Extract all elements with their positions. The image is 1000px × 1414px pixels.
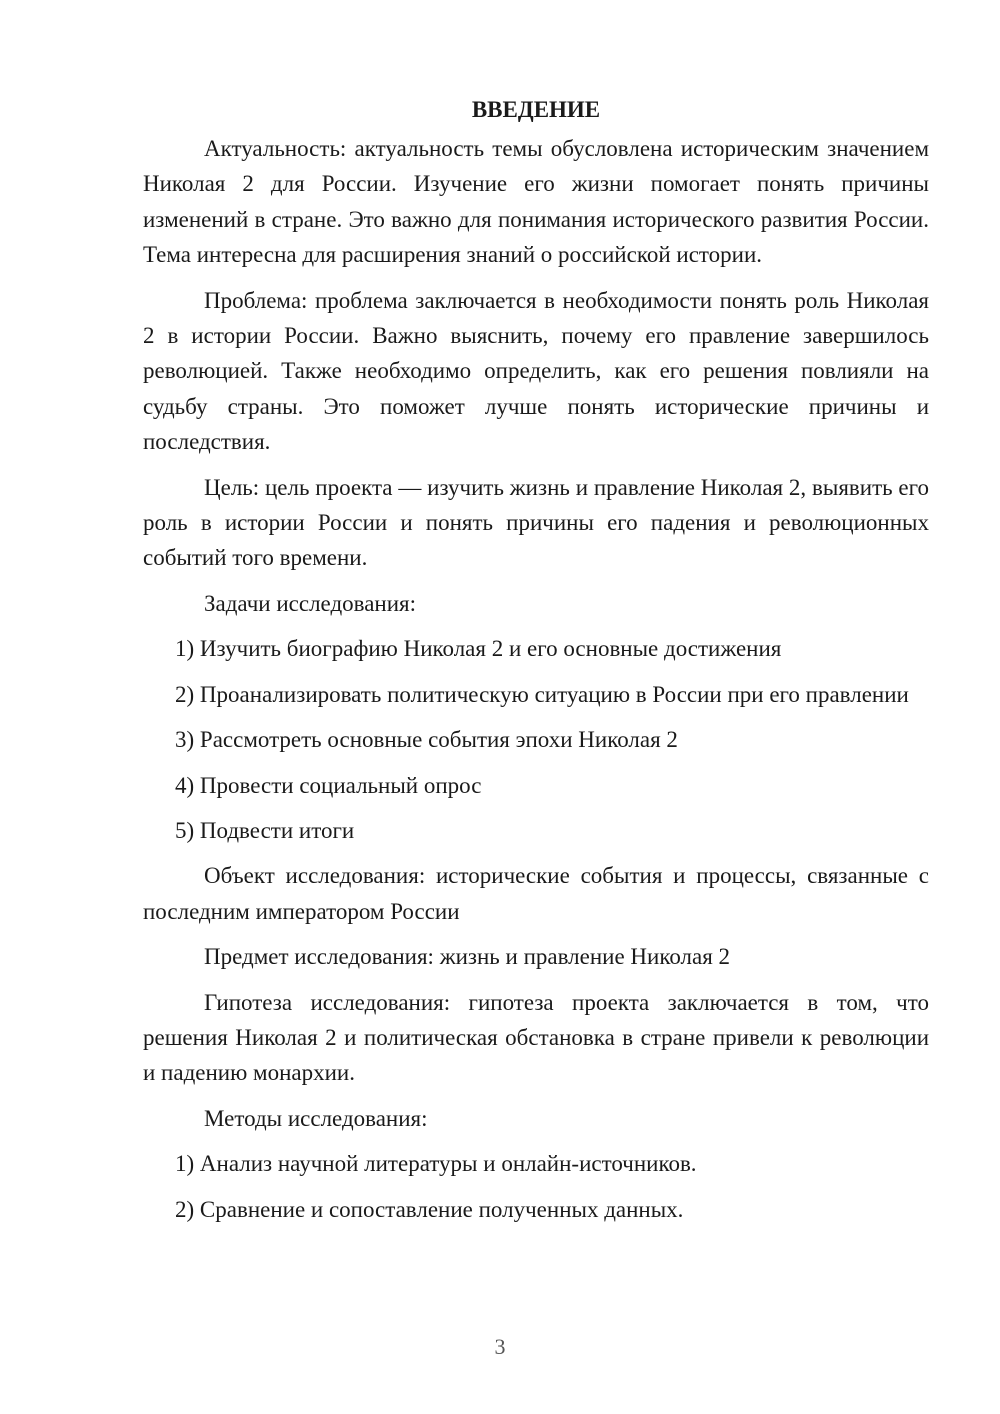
page-number: 3: [494, 1334, 506, 1359]
tasks-title: Задачи исследования:: [204, 590, 417, 616]
task-item-3: 3) Рассмотреть основные события эпохи Николая 2: [175, 727, 678, 753]
goal-paragraph: Цель: цель проекта — изучить жизнь и правление Николая 2, выявить его роль в истории России и понять причины его падения и революционных событий того времени.: [143, 474, 929, 571]
method-item-2: 2) Сравнение и сопоставление полученных данных.: [175, 1196, 684, 1222]
method-item-1: 1) Анализ научной литературы и онлайн-источников.: [175, 1151, 697, 1177]
object-paragraph: Объект исследования: исторические события и процессы, связанные с последним императором России: [143, 863, 929, 924]
document-page: [143, 92, 929, 1237]
problem-paragraph: Проблема: проблема заключается в необходимости понять роль Николая 2 в истории России. Важно выяснить, почему его правление завершилось революцией. Также необходимо определить, как его решения повлияли на судьбу страны. Это поможет лучше понять исторические причины и последствия.: [143, 287, 929, 455]
task-item-1: 1) Изучить биографию Николая 2 и его основные достижения: [175, 636, 782, 662]
relevance-paragraph: Актуальность: актуальность темы обусловлена историческим значением Николая 2 для России. Изучение его жизни помогает понять причины изменений в стране. Это важно для понимания исторического развития России. Тема интересна для расширения знаний о российской истории.: [143, 136, 929, 268]
subject-paragraph: Предмет исследования: жизнь и правление Николая 2: [204, 944, 731, 970]
page-title: ВВЕДЕНИЕ: [471, 97, 601, 122]
task-item-5: 5) Подвести итоги: [175, 817, 355, 843]
task-item-4: 4) Провести социальный опрос: [175, 772, 482, 798]
methods-title: Методы исследования:: [204, 1105, 428, 1131]
task-item-2: 2) Проанализировать политическую ситуацию в России при его правлении: [175, 681, 909, 707]
hypothesis-paragraph: Гипотеза исследования: гипотеза проекта заключается в том, что решения Николая 2 и политическая обстановка в стране привели к революции и падению монархии.: [143, 989, 929, 1086]
